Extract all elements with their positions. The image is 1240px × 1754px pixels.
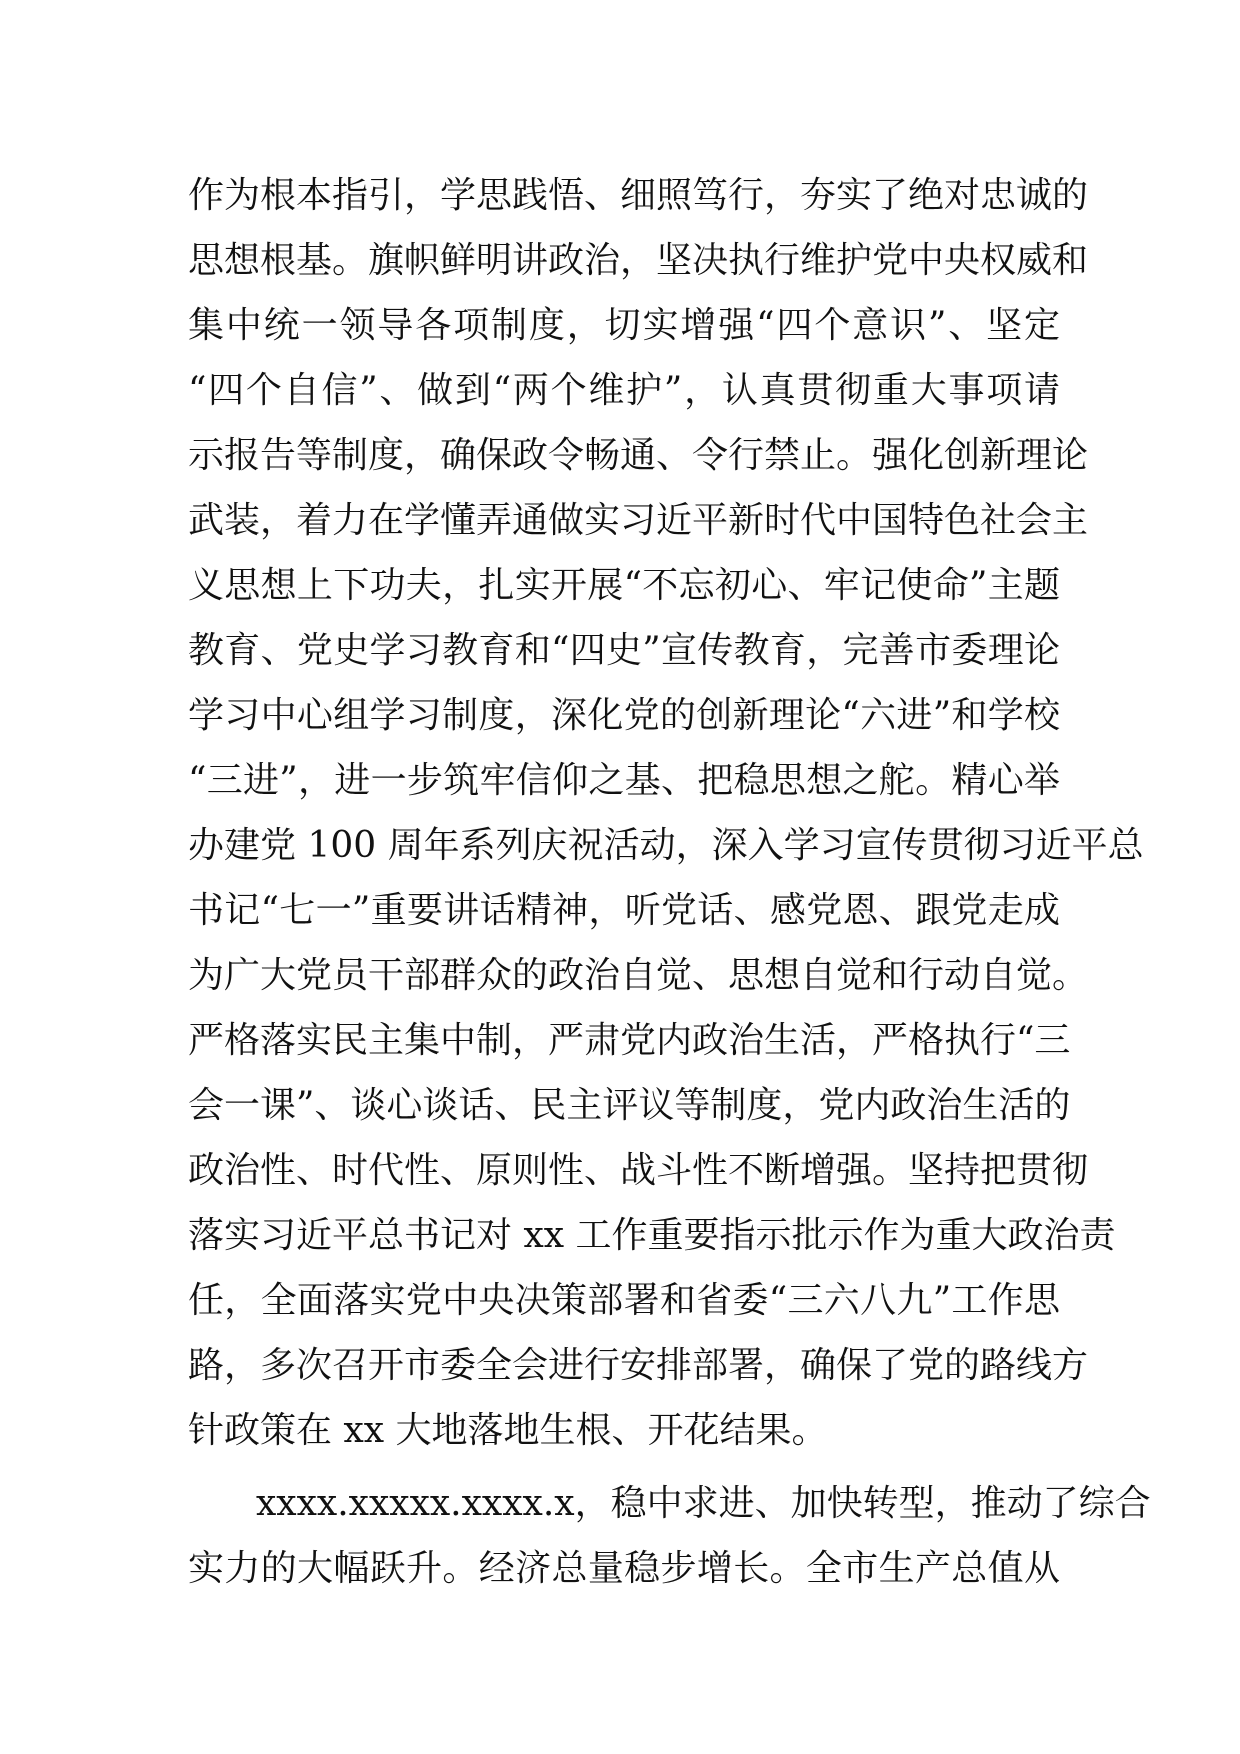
- text-line: 实力的大幅跃升。经济总量稳步增长。全市生产总值从: [188, 1548, 1060, 1589]
- text-line: 集中统一领导各项制度，切实增强“四个意识”、坚定: [188, 305, 1060, 346]
- text-line: 书记“七一”重要讲话精神，听党话、感党恩、跟党走成: [188, 890, 1060, 931]
- text-line: 武装，着力在学懂弄通做实习近平新时代中国特色社会主: [188, 500, 1089, 541]
- text-line: 作为根本指引，学思践悟、细照笃行，夯实了绝对忠诚的: [188, 175, 1089, 216]
- text-line: 示报告等制度，确保政令畅通、令行禁止。强化创新理论: [188, 435, 1089, 476]
- text-line: 教育、党史学习教育和“四史”宣传教育，完善市委理论: [188, 630, 1060, 671]
- text-line: 落实习近平总书记对 xx 工作重要指示批示作为重大政治责: [188, 1215, 1116, 1256]
- text-line: 为广大党员干部群众的政治自觉、思想自觉和行动自觉。: [188, 955, 1089, 996]
- paragraph-spacing: [188, 1463, 1060, 1471]
- paragraph-2: [188, 1471, 1151, 1601]
- text-line: 路，多次召开市委全会进行安排部署，确保了党的路线方: [188, 1345, 1089, 1386]
- text-line: xxxx.xxxxx.xxxx.x，稳中求进、加快转型，推动了综合: [256, 1483, 1151, 1524]
- text-line: 思想根基。旗帜鲜明讲政治，坚决执行维护党中央权威和: [188, 240, 1089, 281]
- text-line: 义思想上下功夫，扎实开展“不忘初心、牢记使命”主题: [188, 565, 1060, 606]
- text-line: “三进”，进一步筑牢信仰之基、把稳思想之舵。精心举: [188, 760, 1060, 801]
- text-line: 政治性、时代性、原则性、战斗性不断增强。坚持把贯彻: [188, 1150, 1089, 1191]
- text-line: 严格落实民主集中制，严肃党内政治生活，严格执行“三: [188, 1020, 1071, 1061]
- text-line: 针政策在 xx 大地落地生根、开花结果。: [188, 1410, 828, 1451]
- text-line: “四个自信”、做到“两个维护”，认真贯彻重大事项请: [188, 370, 1060, 411]
- document-body: [188, 163, 1151, 1601]
- text-line: 会一课”、谈心谈话、民主评议等制度，党内政治生活的: [188, 1085, 1071, 1126]
- paragraph-1: [188, 163, 1144, 1463]
- text-line: 任，全面落实党中央决策部署和省委“三六八九”工作思: [188, 1280, 1060, 1321]
- text-line: 学习中心组学习制度，深化党的创新理论“六进”和学校: [188, 695, 1060, 736]
- text-line: 办建党 100 周年系列庆祝活动，深入学习宣传贯彻习近平总: [188, 825, 1144, 866]
